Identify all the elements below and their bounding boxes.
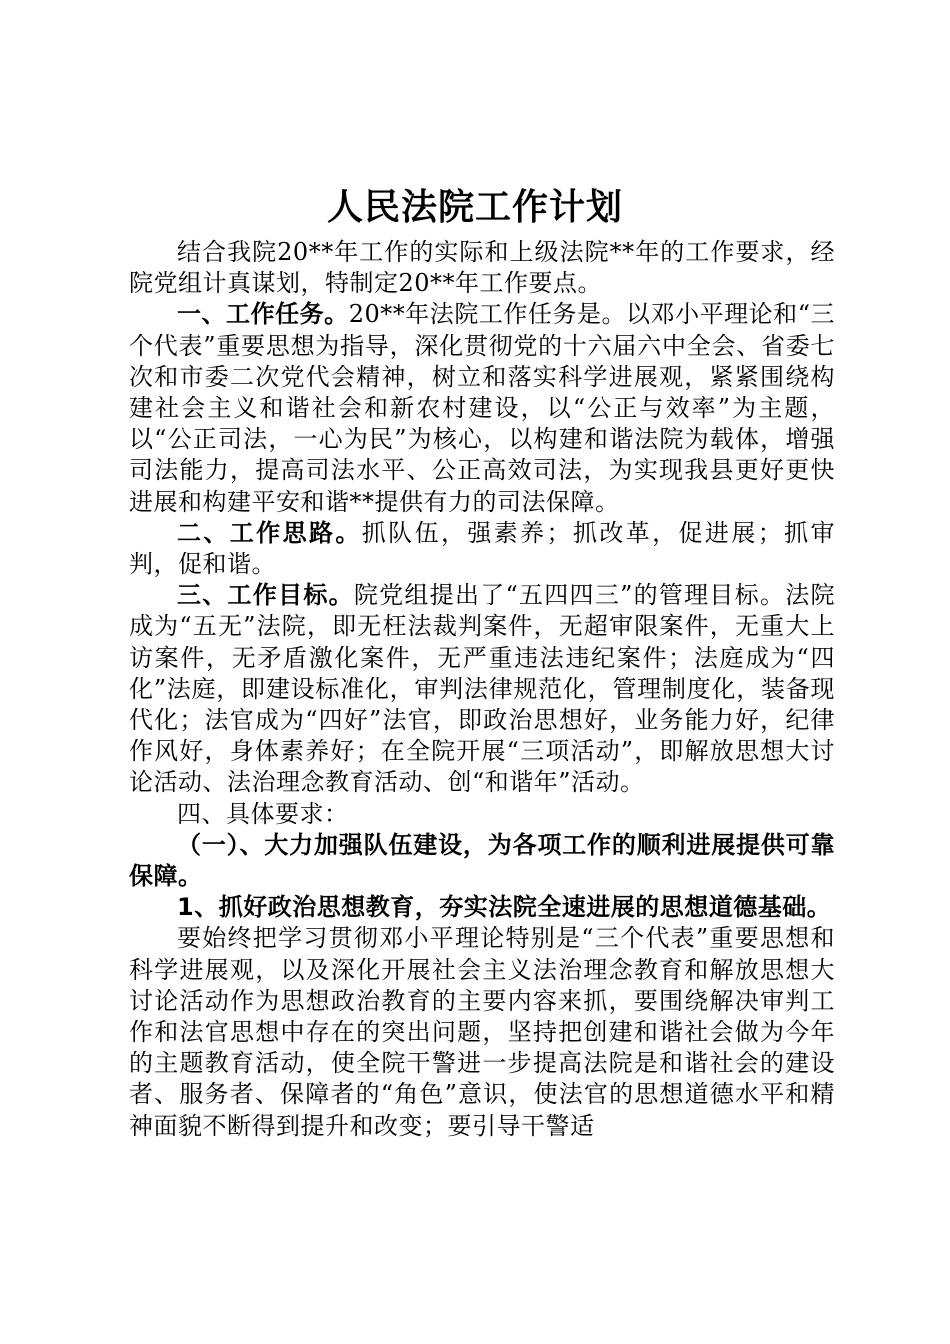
paragraph-work-approach (129, 518, 835, 580)
paragraph-specific-requirements: 四、具体要求： (177, 799, 349, 828)
paragraph-intro: 结合我院20**年工作的实际和上级法院**年的工作要求，经院党组计真谋划，特制定20**年工作要点。 (129, 238, 835, 298)
paragraph-work-goals (129, 580, 835, 798)
heading-work-goals: 三、工作目标。 (177, 581, 354, 610)
paragraph-work-tasks (129, 299, 835, 517)
text-work-approach: 抓队伍，强素养；抓改革，促进展；抓审判，促和谐。 (129, 518, 836, 579)
paragraph-political-education: 要始终把学习贯彻邓小平理论特别是“三个代表”重要思想和科学进展观，以及深化开展社会主义法治理念教育和解放思想大讨论活动作为思想政治教育的主要内容来抓，要围绕解决审判工作和法官思想中存在的突出问题，坚持把创建和谐社会做为今年的主题教育活动，使全院干警进一步提高法院是和谐社会的建设者、服务者、保障者的“角色”意识，使法官的思想道德水平和精神面貌不断得到提升和改变；要引导干警适 (129, 924, 835, 1140)
text-work-tasks: 20**年法院工作任务是。以邓小平理论和“三个代表”重要思想为指导，深化贯彻党的十六届六中全会、省委七次和市委二次党代会精神，树立和落实科学进展观，紧紧围绕构建社会主义和谐社会和新农村建设，以“公正与效率”为主题，以“公正司法，一心为民”为核心，以构建和谐法院为载体，增强司法能力，提高司法水平、公正高效司法，为实现我县更好更快进展和构建平安和谐**提供有力的司法保障。 (129, 300, 836, 516)
heading-political-education: 1、抓好政治思想教育，夯实法院全速进展的思想道德基础。 (177, 893, 832, 922)
document-title: 人民法院工作计划 (326, 187, 623, 228)
document-body (129, 237, 835, 1142)
heading-work-tasks: 一、工作任务。 (177, 300, 349, 329)
heading-work-approach: 二、工作思路。 (177, 518, 362, 547)
heading-team-building: （一）、大力加强队伍建设，为各项工作的顺利进展提供可靠保障。 (129, 830, 835, 891)
text-work-goals: 院党组提出了“五四四三”的管理目标。法院成为“五无”法院，即无枉法裁判案件，无超审限案件，无重大上访案件，无矛盾激化案件，无严重违法违纪案件；法庭成为“四化”法庭，即建设标准化，审判法律规范化，管理制度化，装备现代化；法官成为“四好”法官，即政治思想好，业务能力好，纪律作风好，身体素养好；在全院开展“三项活动”，即解放思想大讨论活动、法治理念教育活动、创“和谐年”活动。 (129, 581, 835, 797)
